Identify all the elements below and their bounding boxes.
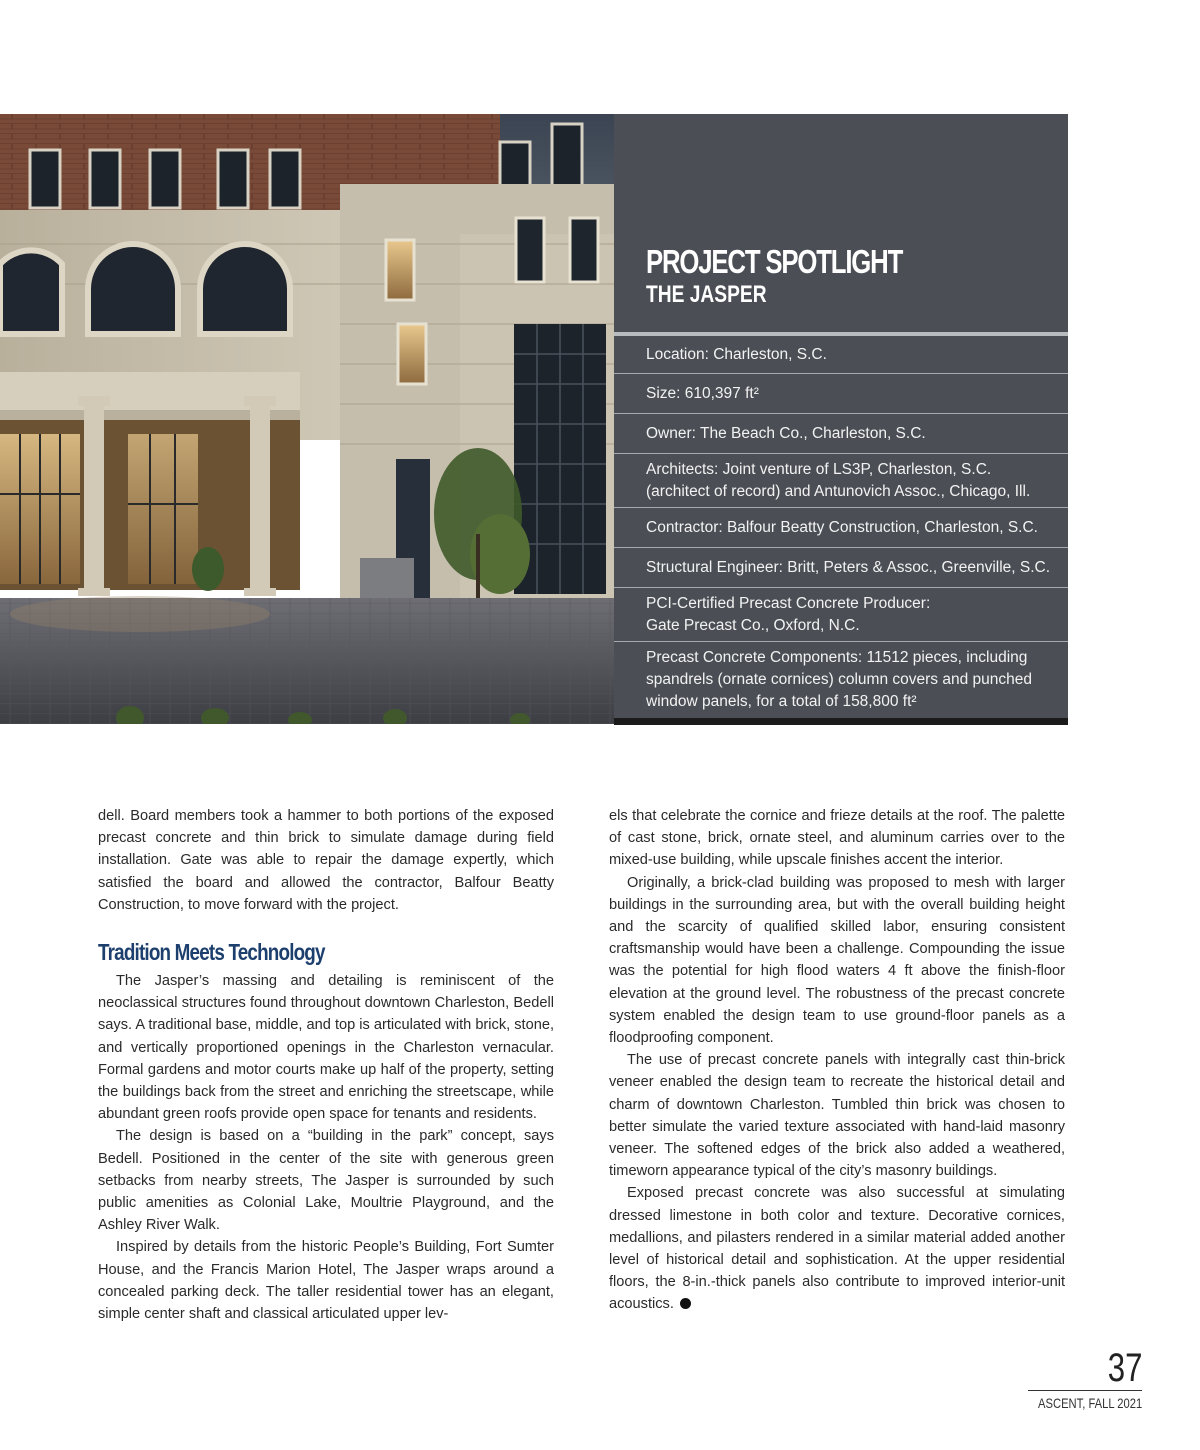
fact-text: Contractor: Balfour Beatty Construction, Charleston, S.C.	[646, 518, 1038, 536]
paragraph: dell. Board members took a hammer to both portions of the exposed precast concrete and thin brick to simulate damage during field installation. Gate was able to repair the damage expertly, which satisfied the board and allowed the contractor, Balfour Beatty Construction, to move forward with the project.	[98, 808, 554, 913]
publication-label: ASCENT, FALL 2021	[1037, 1395, 1142, 1411]
spotlight-title: THE JASPER	[646, 281, 767, 308]
fact-row-size	[614, 374, 1068, 414]
fact-row-architects	[614, 454, 1068, 508]
paragraph: Inspired by details from the historic People’s Building, Fort Sumter House, and the Francis Marion Hotel, The Jasper wraps around a concealed parking deck. The taller residential tower has an elegant, simple center shaft and classical articulated upper lev-	[98, 1239, 554, 1323]
fact-text: Location: Charleston, S.C.	[646, 345, 827, 363]
paragraph: els that celebrate the cornice and frieze details at the roof. The palette of cast stone, brick, ornate steel, and aluminum carries over to the mixed-use building, while upscale finishes accent the interior.	[609, 808, 1065, 869]
fact-text: Owner: The Beach Co., Charleston, S.C.	[646, 424, 926, 442]
paragraph-final	[609, 1182, 1065, 1315]
paragraph: The design is based on a “building in the park” concept, says Bedell. Positioned in the center of the site with generous green setbacks from nearby streets, The Jasper is surrounded by such public amenities as Colonial Lake, Moultrie Playground, and the Ashley River Walk.	[98, 1128, 554, 1234]
article-column-left	[98, 805, 554, 1325]
fact-row-structural-engineer	[614, 548, 1068, 588]
project-spotlight-panel	[614, 114, 1068, 718]
page-number: 37	[1107, 1346, 1142, 1390]
fact-text: Size: 610,397 ft²	[646, 384, 759, 402]
paragraph: The use of precast concrete panels with integrally cast thin-brick veneer enabled the design team to recreate the historical detail and charm of downtown Charleston. Tumbled thin brick was chosen to better simulate the varied texture associated with hand-laid masonry veneer. The softened edges of the brick also added a weathered, timeworn appearance typical of the city’s masonry buildings.	[609, 1052, 1065, 1180]
fact-row-owner	[614, 414, 1068, 454]
footer-rule	[1028, 1390, 1142, 1391]
paragraph: The Jasper’s massing and detailing is reminiscent of the neoclassical structures found throughout downtown Charleston, Bedell says. A traditional base, middle, and top is articulated with brick, stone, and vertically proportioned openings in the Charleston vernacular. Formal gardens and motor courts make up half of the property, setting the buildings back from the street and enriching the streetscape, while abundant green roofs provide open space for tenants and residents.	[98, 973, 554, 1123]
fact-row-components	[614, 642, 1068, 718]
fact-text: PCI-Certified Precast Concrete Producer: Gate Precast Co., Oxford, N.C.	[646, 594, 931, 634]
spotlight-facts	[614, 336, 1068, 718]
paragraph-text: Exposed precast concrete was also successful at simulating dressed limestone in both color and texture. Decorative cornices, medallions, and pilasters rendered in a similar material added another level of historical detail and sophistication. At the upper residential floors, the 8-in.-thick panels also contribute to improved interior-unit acoustics.	[609, 1185, 1065, 1313]
spotlight-bottom-bar	[614, 718, 1068, 725]
fact-text: Precast Concrete Components: 11512 pieces, including spandrels (ornate cornices) column covers and punched window panels, for a total of 158,800 ft²	[646, 649, 1032, 710]
fact-row-precast-producer	[614, 588, 1068, 642]
end-of-article-bullet-icon	[680, 1298, 691, 1309]
section-heading: Tradition Meets Technology	[98, 939, 325, 966]
spotlight-kicker: PROJECT SPOTLIGHT	[646, 243, 903, 280]
spotlight-header	[646, 244, 974, 310]
paragraph: Originally, a brick-clad building was proposed to mesh with larger buildings in the surrounding area, but with the overall building height and the scarcity of qualified skilled labor, ensuring consistent craftsmanship would have been a challenge. Compounding the issue was the potential for high flood waters 4 ft above the finish-floor elevation at the ground level. The robustness of the precast concrete system enabled the design team to use ground-floor panels as a floodproofing component.	[609, 874, 1065, 1047]
fact-row-location	[614, 336, 1068, 374]
fact-text: Architects: Joint venture of LS3P, Charleston, S.C. (architect of record) and Antunovich Assoc., Chicago, Ill.	[646, 460, 1031, 500]
article-column-right	[609, 805, 1065, 1316]
fact-text: Structural Engineer: Britt, Peters & Assoc., Greenville, S.C.	[646, 558, 1051, 576]
fact-row-contractor	[614, 508, 1068, 548]
building-photo	[0, 114, 614, 724]
